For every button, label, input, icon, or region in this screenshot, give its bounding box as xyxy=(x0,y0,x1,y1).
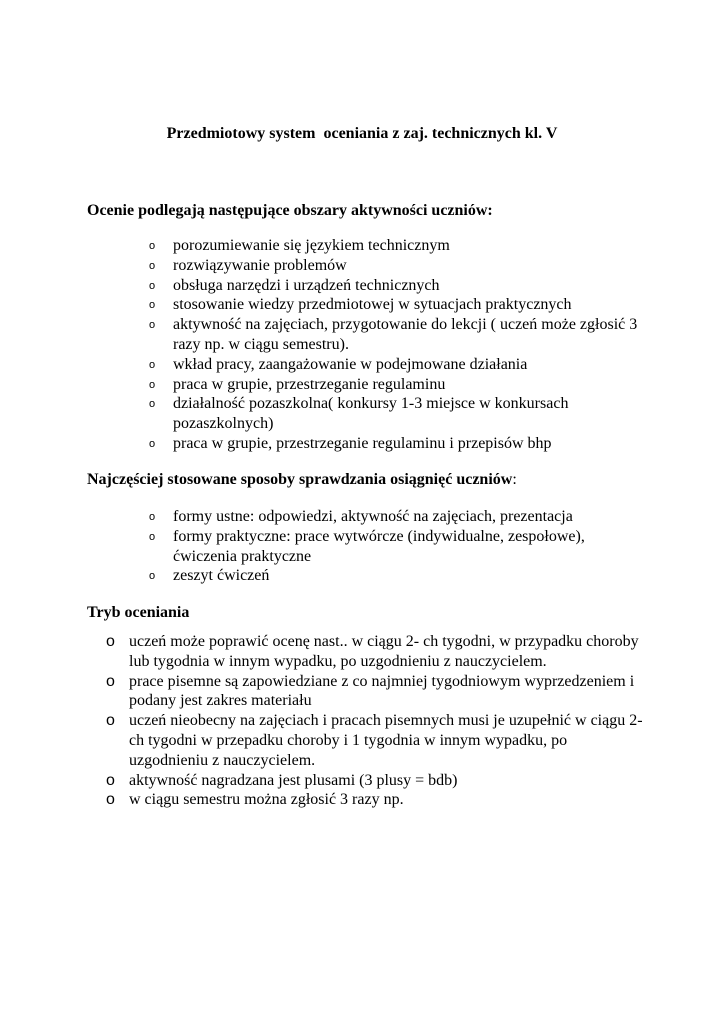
list-item: o aktywność na zajęciach, przygotowanie do lekcji ( uczeń może zgłosić 3 razy np. w ciągu semestru). xyxy=(149,316,638,353)
assessed-areas-list xyxy=(149,236,643,454)
list-item: o formy praktyczne: prace wytwórcze (indywidualne, zespołowe), ćwiczenia praktyczne xyxy=(149,527,585,565)
list-item: o rozwiązywanie problemów xyxy=(173,256,643,276)
list-item: o uczeń może poprawić ocenę nast.. w ciągu 2- ch tygodni, w przypadku choroby lub tygodnia w innym wypadku, po uzgodnieniu z nauczycielem. xyxy=(106,633,639,670)
bullet-icon: o xyxy=(106,791,115,809)
list-item: o w ciągu semestru można zgłosić 3 razy np. xyxy=(106,791,404,809)
bullet-icon: o xyxy=(149,279,156,292)
bullet-icon: o xyxy=(149,530,156,543)
bullet-icon: o xyxy=(149,299,156,312)
bullet-icon: o xyxy=(149,511,156,523)
bullet-icon: o xyxy=(149,378,156,391)
bullet-icon: o xyxy=(149,240,156,252)
section-heading-assessment-methods: Najczęściej stosowane sposoby sprawdzania osiągnięć uczniów: xyxy=(87,471,517,488)
list-item: o uczeń nieobecny na zajęciach i pracach pisemnych musi je uzupełnić w ciągu 2-ch tygodni w przepadku choroby i 1 tygodnia w innym wypadku, po uzgodnieniu z nauczycielem. xyxy=(106,712,643,769)
assessment-methods-list xyxy=(149,507,643,586)
list-item: o działalność pozaszkolna( konkursy 1-3 miejsce w konkursach pozaszkolnych) xyxy=(149,395,569,433)
list-item: o stosowanie wiedzy przedmiotowej w sytuacjach praktycznych xyxy=(173,295,643,315)
bullet-icon: o xyxy=(106,672,115,690)
bullet-icon: o xyxy=(149,570,156,583)
bullet-icon: o xyxy=(106,712,115,730)
bullet-icon: o xyxy=(149,259,156,272)
section-heading-assessed-areas: Ocenie podlegają następujące obszary aktywności uczniów: xyxy=(87,202,493,219)
list-item: o zeszyt ćwiczeń xyxy=(173,566,643,586)
list-item: o aktywność nagradzana jest plusami (3 plusy = bdb) xyxy=(106,771,458,789)
list-item: o prace pisemne są zapowiedziane z co najmniej tygodniowym wyprzedzeniem i podany jest zakres materiału xyxy=(106,672,635,710)
bullet-icon: o xyxy=(106,633,115,650)
bullet-icon: o xyxy=(106,771,115,789)
list-item: o obsługa narzędzi i urządzeń technicznych xyxy=(173,276,643,296)
bullet-icon: o xyxy=(149,358,156,371)
document-title: Przedmiotowy system oceniania z zaj. technicznych kl. V xyxy=(166,125,558,142)
list-item: o praca w grupie, przestrzeganie regulaminu xyxy=(173,375,643,395)
section-heading-grading-mode: Tryb oceniania xyxy=(87,604,190,621)
list-item: o wkład pracy, zaangażowanie w podejmowane działania xyxy=(173,355,643,375)
grading-mode-list xyxy=(106,632,649,810)
list-item: o praca w grupie, przestrzeganie regulaminu i przepisów bhp xyxy=(173,434,643,454)
bullet-icon: o xyxy=(149,437,156,450)
bullet-icon: o xyxy=(149,398,156,411)
list-item: o formy ustne: odpowiedzi, aktywność na zajęciach, prezentacja xyxy=(173,507,643,527)
list-item: o porozumiewanie się językiem technicznym xyxy=(173,236,643,256)
bullet-icon: o xyxy=(149,319,156,332)
